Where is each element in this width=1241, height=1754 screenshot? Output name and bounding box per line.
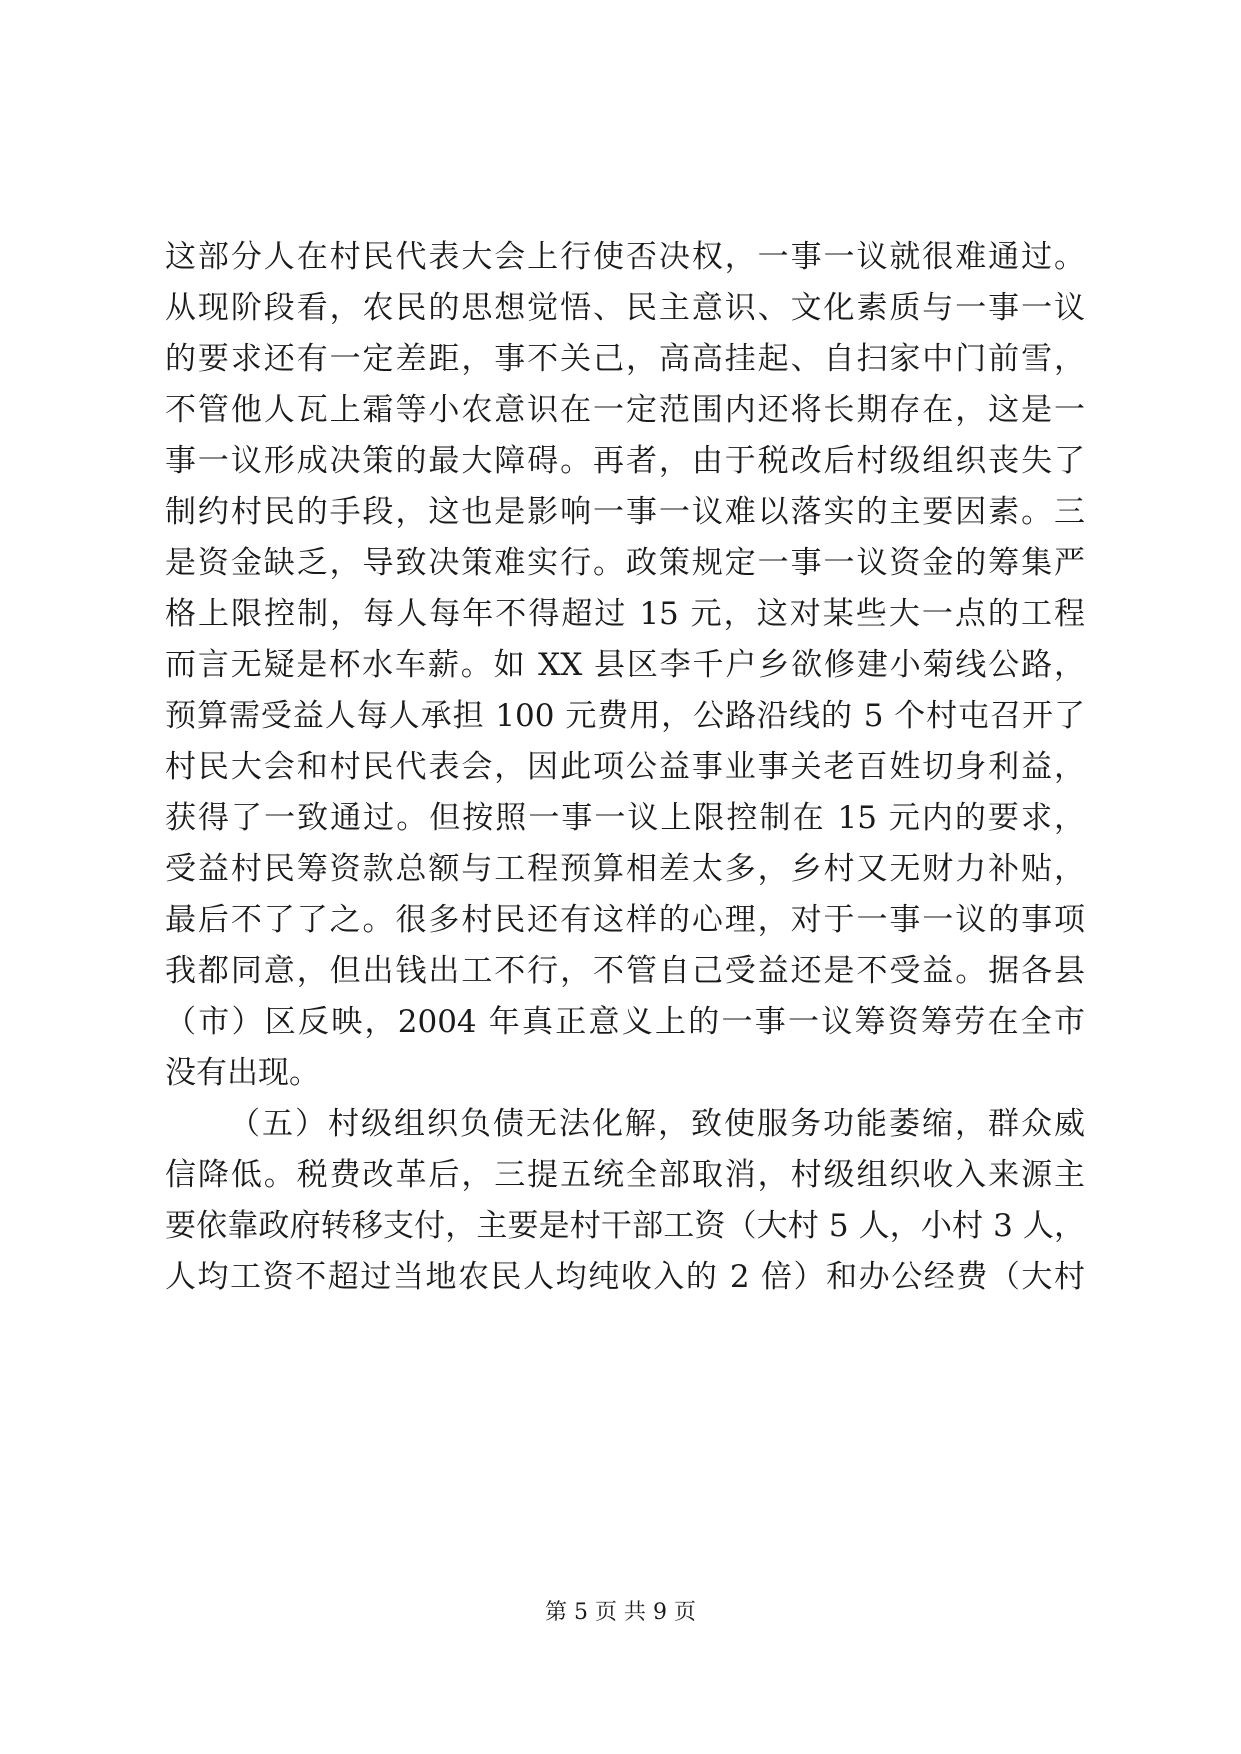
- text-line: 获得了一致通过。但按照一事一议上限控制在 15 元内的要求，: [165, 800, 1085, 836]
- text-line: 预算需受益人每人承担 100 元费用，公路沿线的 5 个村屯召开了: [165, 698, 1085, 734]
- text-line: 事一议形成决策的最大障碍。再者，由于税改后村级组织丧失了: [165, 443, 1085, 479]
- text-line: 没有出现。: [165, 1055, 320, 1091]
- text-line: 而言无疑是杯水车薪。如 XX 县区李千户乡欲修建小菊线公路，: [165, 647, 1085, 683]
- text-line: 是资金缺乏，导致决策难实行。政策规定一事一议资金的筹集严: [165, 545, 1085, 581]
- section-heading-line: （五）村级组织负债无法化解，致使服务功能萎缩，群众威: [229, 1106, 1085, 1142]
- text-line: 信降低。税费改革后，三提五统全部取消，村级组织收入来源主: [165, 1157, 1085, 1193]
- text-line: （市）区反映，2004 年真正意义上的一事一议筹资筹劳在全市: [165, 1004, 1085, 1040]
- text-line: 的要求还有一定差距，事不关己，高高挂起、自扫家中门前雪，: [165, 341, 1085, 377]
- text-line: 不管他人瓦上霜等小农意识在一定范围内还将长期存在，这是一: [165, 392, 1085, 428]
- text-line: 从现阶段看，农民的思想觉悟、民主意识、文化素质与一事一议: [165, 290, 1085, 326]
- text-line: 村民大会和村民代表会，因此项公益事业事关老百姓切身利益，: [165, 749, 1085, 785]
- text-line: 我都同意，但出钱出工不行，不管自己受益还是不受益。据各县: [165, 953, 1085, 989]
- text-line: 最后不了了之。很多村民还有这样的心理，对于一事一议的事项: [165, 902, 1085, 938]
- text-line: 制约村民的手段，这也是影响一事一议难以落实的主要因素。三: [165, 494, 1085, 530]
- text-line: 人均工资不超过当地农民人均纯收入的 2 倍）和办公经费（大村: [165, 1259, 1085, 1295]
- text-line: 要依靠政府转移支付，主要是村干部工资（大村 5 人，小村 3 人，: [165, 1208, 1085, 1244]
- text-line: 受益村民筹资款总额与工程预算相差太多，乡村又无财力补贴，: [165, 851, 1085, 887]
- text-line: 格上限控制，每人每年不得超过 15 元，这对某些大一点的工程: [165, 596, 1085, 632]
- text-line: 这部分人在村民代表大会上行使否决权，一事一议就很难通过。: [165, 239, 1085, 275]
- page-number-footer: 第 5 页 共 9 页: [545, 1600, 696, 1625]
